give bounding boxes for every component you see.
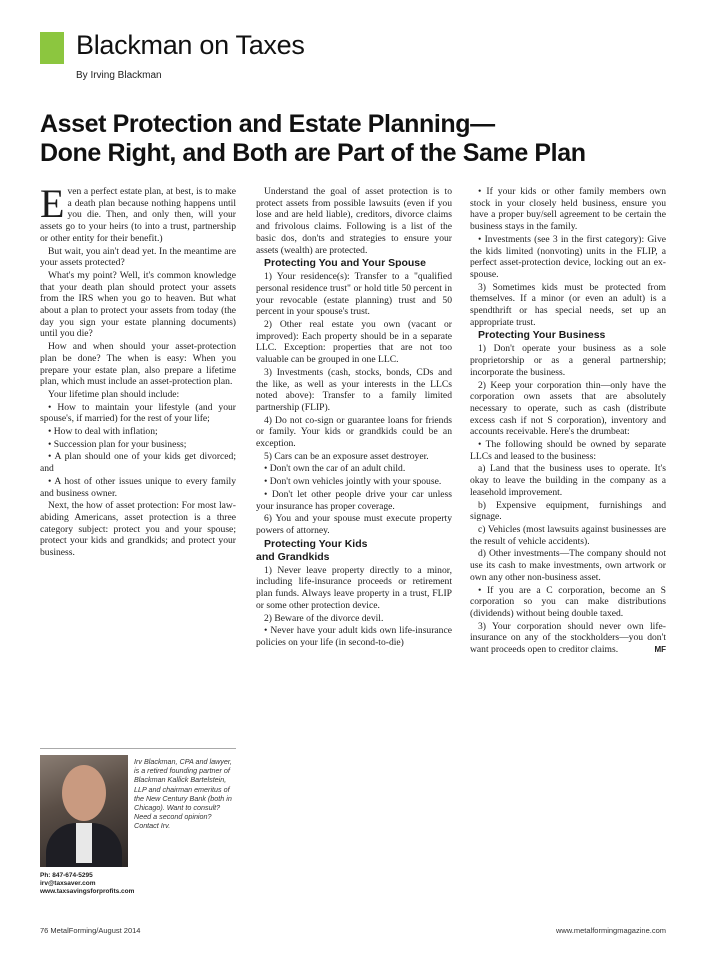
end-mark: MF: [654, 645, 666, 655]
paragraph: 1) Never leave property directly to a minor, including life-insurance proceeds or retirement plan funds. Always leave property in a trust, FLIP or some other protection device.: [256, 564, 452, 611]
paragraph: 1) Don't operate your business as a sole proprietorship or as a general partnership; incorporate the business.: [470, 343, 666, 378]
paragraph: Even a perfect estate plan, at best, is to make a death plan because nothing happens until you die. Then, and only then, will your assets go to your heirs (to into a trust, partnership or other entity for their benefit.): [40, 181, 236, 244]
author-photo: [40, 755, 128, 867]
paragraph: Understand the goal of asset protection is to protect assets from possible lawsuits (even if you lose and are held liable), creditors, divorce claims and frivolous claims. Following is a list of the basic dos, don'ts and strategies to ensure your assets (wealth) are protected.: [256, 186, 452, 256]
author-box-divider: [40, 748, 236, 749]
column-accent-bar: [40, 32, 64, 64]
author-email[interactable]: irv@taxsaver.com: [40, 880, 96, 887]
paragraph: 2) Beware of the divorce devil.: [264, 612, 384, 624]
article-headline: [40, 110, 670, 168]
subheading: Protecting Your Kids and Grandkids: [256, 537, 368, 563]
paragraph: 5) Cars can be an exposure asset destroyer.: [264, 450, 429, 462]
bullet-item: • A host of other issues unique to every family and business owner.: [40, 475, 236, 499]
paragraph: d) Other investments—The company should not use its cash to make investments, own artwork or own any other non-business asset.: [470, 548, 666, 583]
paragraph: Your lifetime plan should include:: [48, 388, 180, 400]
subheading: Protecting Your Business: [478, 329, 606, 342]
paragraph: a) Land that the business uses to operate. It's okay to leave the building in the company as a leasehold improvement.: [470, 463, 666, 498]
bullet-item: • Investments (see 3 in the first category): Give the kids limited (nonvoting) units in the FLIP, a perfect asset-protection device, locking out an ex-spouse.: [470, 233, 666, 280]
paragraph: b) Expensive equipment, furnishings and signage.: [470, 499, 666, 523]
bullet-item: • A plan should one of your kids get divorced; and: [40, 451, 236, 475]
paragraph: Next, the how of asset protection: For most law-abiding Americans, asset protection is a three category subject: protect you and your spouse; protect your kids and grandkids; and protect your business.: [40, 500, 236, 559]
author-contact: [40, 872, 236, 896]
footer-page-info: 76 MetalForming/August 2014: [40, 926, 141, 935]
footer-website[interactable]: www.metalformingmagazine.com: [555, 926, 666, 935]
column-title: Blackman on Taxes: [76, 30, 305, 60]
paragraph: 2) Other real estate you own (vacant or improved): Each property should be in a separate LLC. Exception: properties that are not too valuable can be grouped in one LLC.: [256, 319, 452, 366]
article-column-1: [40, 181, 236, 560]
bullet-item: • How to maintain your lifestyle (and your spouse's, if married) for the rest of your life;: [40, 401, 236, 425]
bullet-item: • If you are a C corporation, become an S corporation so you can make distributions (dividends) without being double taxed.: [470, 584, 666, 619]
author-bio: Irv Blackman, CPA and lawyer, is a retired founding partner of Blackman Kallick Bartelstein, LLP and chairman emeritus of the New Century Bank (both in Chicago). Want to consult? Need a second opinion? Contact Irv.: [134, 757, 232, 831]
article-column-3: [470, 186, 666, 657]
bullet-item: • Succession plan for your business;: [48, 438, 187, 450]
headline-line-2: Done Right, and Both are Part of the Same Plan: [40, 139, 586, 167]
author-photo-face: [62, 765, 106, 821]
paragraph: 1) Your residence(s): Transfer to a "qualified personal residence trust" or hold title 50 percent in your revocable (estate planning) trust and 50 percent in your spouse's trust.: [256, 271, 452, 318]
paragraph: 4) Do not co-sign or guarantee loans for friends or family. Your kids or grandkids could be an exception.: [256, 414, 452, 450]
paragraph: 3) Investments (cash, stocks, bonds, CDs and the like, as well as your interests in the LLCs noted above): Transfer to a family limited partnership (FLIP).: [256, 366, 452, 413]
paragraph: 3) Your corporation should never own life-insurance on any of the stockholders—you don't want proceeds open to creditor claims. MF: [470, 620, 666, 656]
paragraph: How and when should your asset-protection plan be done? The when is easy: When you prepare your estate plan, also prepare a lifetime plan, which must include an asset-protection plan.: [40, 341, 236, 388]
author-phone: Ph: 847-674-5295: [40, 872, 93, 879]
bullet-item: • Never have your adult kids own life-insurance policies on your life (in second-to-die): [256, 625, 452, 648]
paragraph: c) Vehicles (most lawsuits against businesses are the result of vehicle accidents).: [470, 523, 666, 547]
bullet-item: • The following should be owned by separate LLCs and leased to the business:: [470, 439, 666, 462]
author-photo-shirt: [76, 823, 92, 863]
subheading: Protecting You and Your Spouse: [264, 257, 426, 270]
headline-line-1: Asset Protection and Estate Planning—: [40, 110, 495, 138]
paragraph: 2) Keep your corporation thin—only have the corporation own assets that are absolutely necessary to operate, such as cash (distribute excess cash if not S corporation), inventory and accounts receivable. Here's the drumbeat:: [470, 379, 666, 438]
bullet-item: • If your kids or other family members own stock in your closely held business, ensure you have a proper buy/sell agreement to be certain the business stays in the family.: [470, 186, 666, 233]
bullet-item: • Don't own vehicles jointly with your spouse.: [264, 476, 442, 488]
paragraph: But wait, you ain't dead yet. In the meantime are your assets protected?: [40, 245, 236, 269]
drop-cap: E: [40, 181, 65, 226]
bullet-item: • How to deal with inflation;: [48, 426, 158, 438]
bullet-item: • Don't own the car of an adult child.: [264, 463, 406, 475]
byline: By Irving Blackman: [76, 70, 162, 81]
bullet-item: • Don't let other people drive your car unless your insurance has proper coverage.: [256, 488, 452, 512]
paragraph: 6) You and your spouse must execute property powers of attorney.: [256, 513, 452, 536]
article-column-2: [256, 186, 452, 650]
author-website[interactable]: www.taxsavingsforprofits.com: [40, 888, 135, 895]
paragraph: 3) Sometimes kids must be protected from themselves. If a minor (or even an adult) is a spendthrift or has special needs, set up an appropriate trust.: [470, 281, 666, 328]
paragraph: What's my point? Well, it's common knowledge that your death plan should protect your assets from the IRS when you go to heaven. But what about a plan to protect your assets from today (the day you sign your estate planning documents) until you die?: [40, 269, 236, 340]
